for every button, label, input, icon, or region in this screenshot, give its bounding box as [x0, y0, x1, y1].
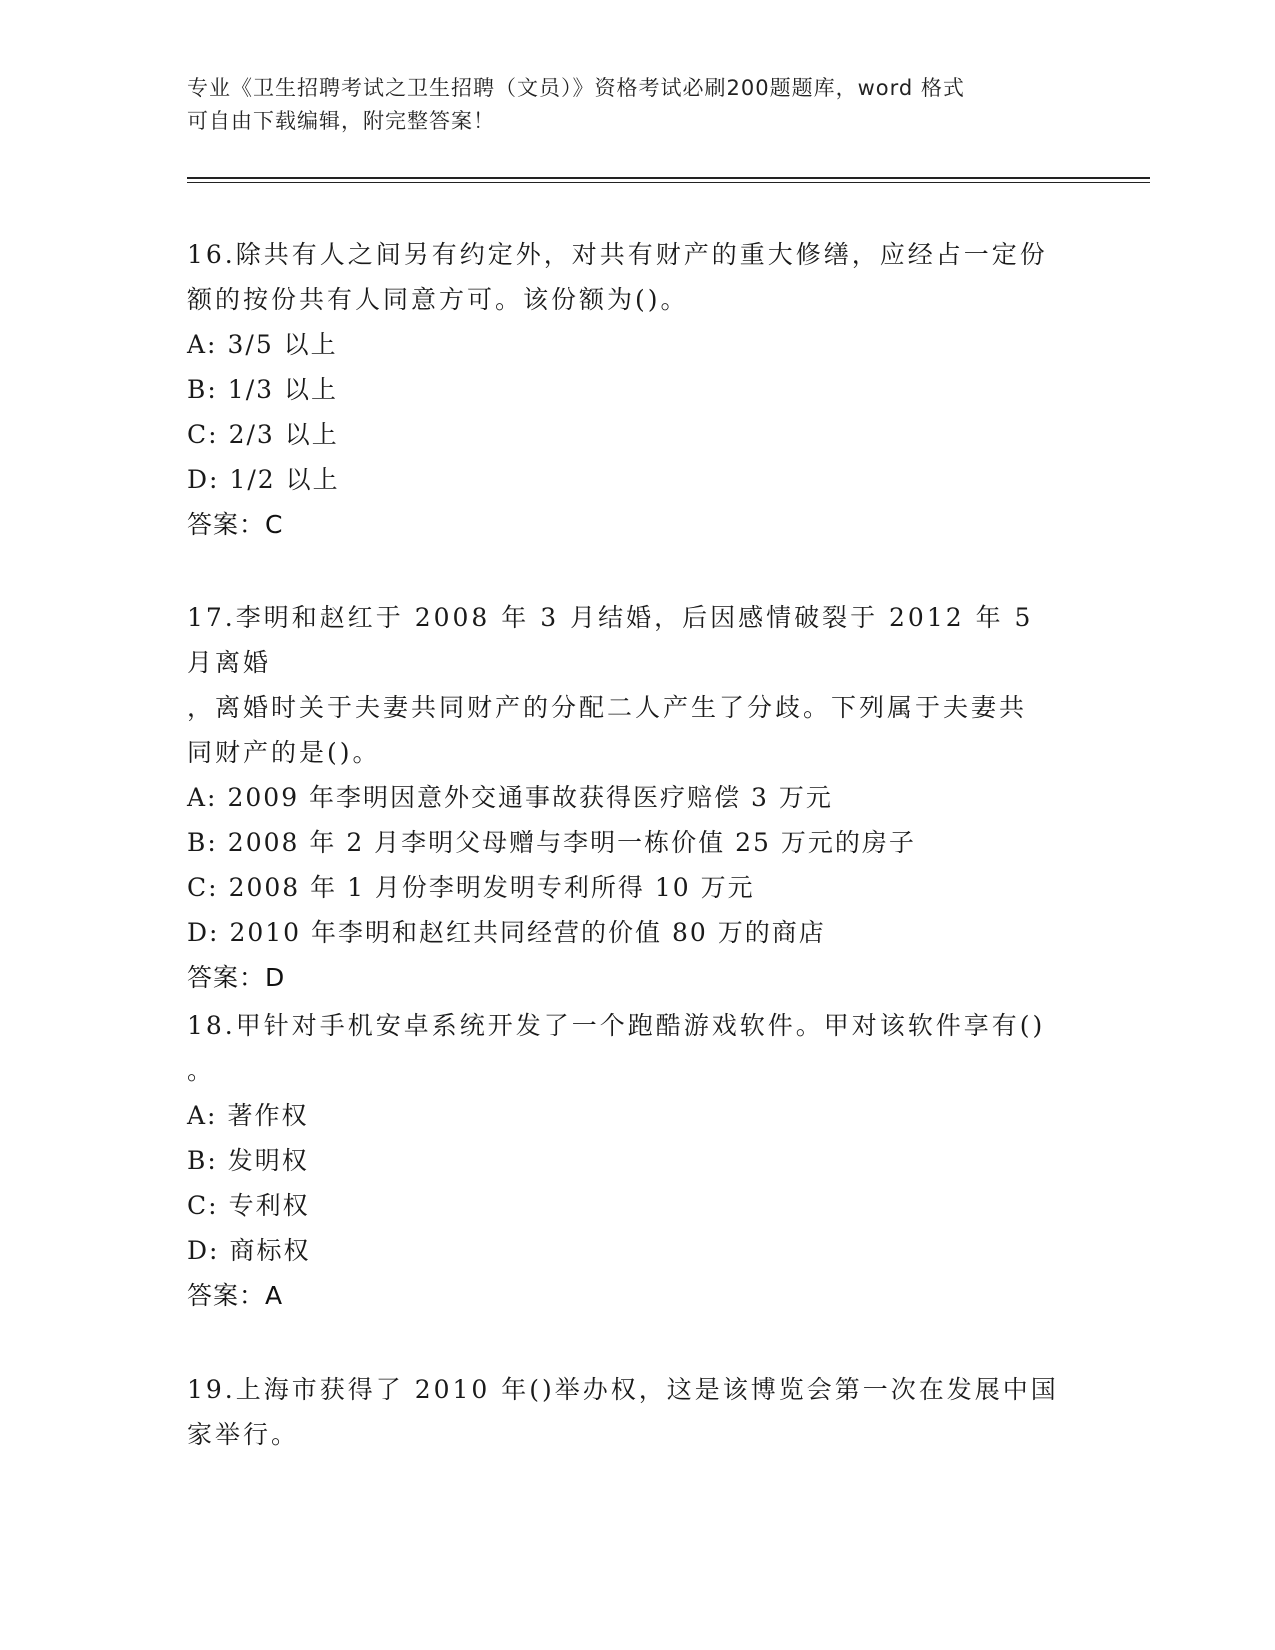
- option-c: [187, 412, 1072, 457]
- option-text: 1/3 以上: [227, 375, 338, 404]
- option-d: [187, 1228, 1072, 1273]
- question-17: [187, 595, 1072, 1000]
- option-text: 专利权: [228, 1191, 310, 1220]
- option-key: A:: [187, 330, 218, 359]
- question-16: [187, 232, 1072, 547]
- header-divider-thick: [187, 177, 1150, 179]
- question-stem-line: 同财产的是()。: [187, 738, 381, 767]
- question-stem-line: 。: [187, 1056, 216, 1085]
- option-text: 2009 年李明因意外交通事故获得医疗赔偿 3 万元: [227, 783, 833, 812]
- option-c: [187, 865, 1072, 910]
- option-text: 2008 年 2 月李明父母赠与李明一栋价值 25 万元的房子: [227, 828, 916, 857]
- option-text: 2010 年李明和赵红共同经营的价值 80 万的商店: [229, 918, 826, 947]
- option-key: A:: [187, 1101, 218, 1130]
- option-key: D:: [187, 465, 220, 494]
- question-18: [187, 1003, 1072, 1318]
- question-19: [187, 1367, 1072, 1457]
- question-stem-line: 18.甲针对手机安卓系统开发了一个跑酷游戏软件。甲对该软件享有(): [187, 1011, 1046, 1040]
- question-stem-line: 额的按份共有人同意方可。该份额为()。: [187, 285, 689, 314]
- question-stem-line: 17.李明和赵红于 2008 年 3 月结婚，后因感情破裂于 2012 年 5 月离婚: [187, 603, 1034, 677]
- option-key: D:: [187, 918, 220, 947]
- option-key: A:: [187, 783, 218, 812]
- option-b: [187, 820, 1072, 865]
- option-text: 3/5 以上: [227, 330, 338, 359]
- header-line-2: 可自由下载编辑，附完整答案！: [187, 109, 495, 133]
- option-text: 2/3 以上: [228, 420, 339, 449]
- option-key: B:: [187, 828, 218, 857]
- option-a: [187, 1093, 1072, 1138]
- answer-line: 答案：D: [187, 963, 286, 992]
- question-stem-line: ，离婚时关于夫妻共同财产的分配二人产生了分歧。下列属于夫妻共: [187, 693, 1028, 722]
- option-text: 商标权: [229, 1236, 311, 1265]
- question-stem-line: 家举行。: [187, 1420, 300, 1449]
- option-c: [187, 1183, 1072, 1228]
- answer-line: 答案：C: [187, 510, 284, 539]
- option-text: 著作权: [227, 1101, 309, 1130]
- question-stem-line: 19.上海市获得了 2010 年()举办权，这是该博览会第一次在发展中国: [187, 1375, 1059, 1404]
- option-text: 2008 年 1 月份李明发明专利所得 10 万元: [228, 873, 755, 902]
- answer-line: 答案：A: [187, 1281, 284, 1310]
- question-stem-line: 16.除共有人之间另有约定外，对共有财产的重大修缮，应经占一定份: [187, 240, 1048, 269]
- option-key: D:: [187, 1236, 220, 1265]
- option-d: [187, 910, 1072, 955]
- option-key: C:: [187, 873, 219, 902]
- option-a: [187, 775, 1072, 820]
- option-key: B:: [187, 375, 218, 404]
- option-text: 1/2 以上: [229, 465, 340, 494]
- option-key: B:: [187, 1146, 218, 1175]
- document-header: [187, 72, 1087, 138]
- header-line-1: 专业《卫生招聘考试之卫生招聘（文员）》资格考试必刷200题题库，word 格式: [187, 76, 965, 100]
- option-text: 发明权: [227, 1146, 309, 1175]
- option-key: C:: [187, 1191, 219, 1220]
- option-a: [187, 322, 1072, 367]
- option-b: [187, 367, 1072, 412]
- option-b: [187, 1138, 1072, 1183]
- option-d: [187, 457, 1072, 502]
- header-divider-thin: [187, 182, 1150, 183]
- option-key: C:: [187, 420, 219, 449]
